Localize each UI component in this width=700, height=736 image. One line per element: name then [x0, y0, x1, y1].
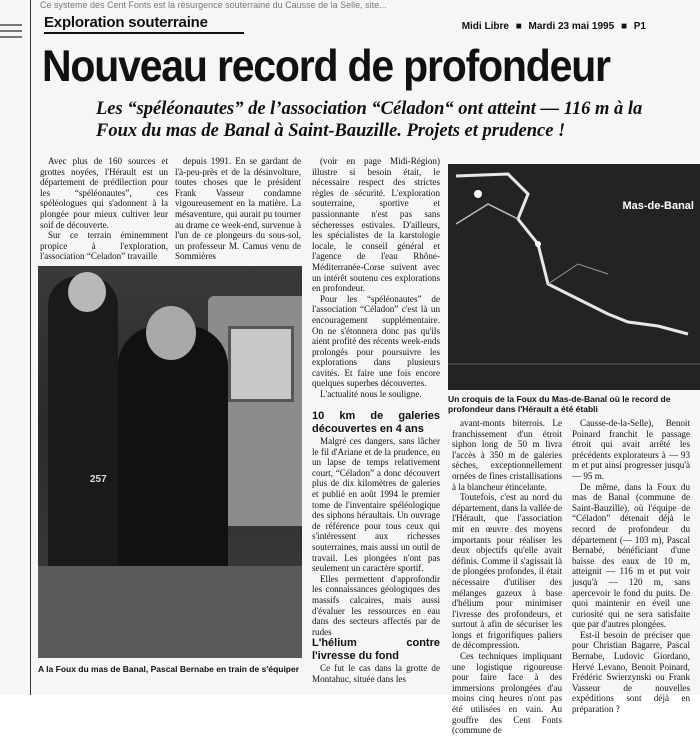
- map-title: Mas-de-Banal: [622, 200, 694, 212]
- photo-diver-head: [146, 306, 196, 360]
- column-4: [452, 418, 562, 736]
- margin-marks: [0, 20, 28, 50]
- photo-caption: A la Foux du mas de Banal, Pascal Bernabe en train de s'équiper: [38, 664, 300, 674]
- paragraph: (voir en page Midi-Région) illustre si besoin était, le nécessaire respect des strictes règles de sécurité. L'exploration souterraine, sportive et passionnante n'est pas sans sécheresses estivales. D'ailleurs, les spécialistes de la karstologie locale, le conseil général et l'agence de l'eau Rhône-Méditerranée-Corse suivent avec un intérêt soutenu ces explorations en profondeur.: [312, 156, 440, 294]
- column-3: [312, 156, 440, 400]
- column-1: [40, 156, 168, 262]
- paragraph: Avec plus de 160 sources et grottes noyées, l'Hérault est un département de prédilection pour les “spéléonautes”, ces spéléologues qui s'adonnent à la plongée pour mieux cultiver leur soif de découverte.: [40, 156, 168, 230]
- previous-article-fragment: Ce systeme des Cent Fonts est la résurgence souterraine du Causse de la Selle, site...: [40, 0, 387, 10]
- masthead-separator: ■: [620, 21, 627, 32]
- map-caption: Un croquis de la Foux du Mas-de-Banal où le record de profondeur dans l'Hérault a été établi: [448, 394, 671, 414]
- paragraph: Sur ce terrain éminemment propice à l'exploration, l'association “Celadon” travaille: [40, 230, 168, 262]
- issue-date: Mardi 23 mai 1995: [528, 21, 615, 32]
- subheading: 10 km de galeries découvertes en 4 ans: [312, 410, 440, 435]
- paragraph: depuis 1991. En se gardant de l'à-peu-près et de la désinvolture, toutes choses que le président Frank Vasseur condamne vigoureusement en la matière. La mésaventure, qui aurait pu tourner au drame ce week-end, survenue à l'un de ce plongeurs du sous-sol, un professeur M. Camus venu de Sommières: [175, 156, 301, 262]
- deck: Les “spéléonautes” de l’association “Céladon“ ont atteint — 116 m à la Foux du mas de Banal à Saint-Bauzille. Projets et prudence !: [96, 99, 643, 141]
- photo-person-left-head: [68, 272, 106, 312]
- paragraph: Malgré ces dangers, sans lâcher le fil d'Ariane et de la prudence, en un lapse de temps relativement court, “Céladon” a donc découvert plus de dix kilomètres de galeries et publié en août 1994 le premier tome de l'inventaire spéléologique des siphons héraultais. Un ouvrage de référence pour tous ceux qui s'intéressent aux richesses souterraines, mais aussi un outil de travail. Les plongées n'ont pas seulement un caractère sportif.: [312, 436, 440, 574]
- masthead: [458, 21, 646, 32]
- paper-name: Midi Libre: [461, 21, 509, 32]
- section-label: Exploration souterraine: [44, 14, 208, 31]
- paragraph: Pour les “spéléonautes” de l'association “Céladon” c'est là un encouragement supplémentaire. On ne s'étonnera donc pas qu'ils aient profité des récents week-ends prolongés pour poursuivre les explorations dans plusieurs cavités. Et faire une fois encore quelques superbes découvertes.: [312, 293, 440, 389]
- paragraph: avant-monts biterrois. Le franchissement d'un étroit siphon long de 50 m livra l'accès à 350 m de galeries sèches, exceptionnellement ornées de fines cristallisations à la blancheur étincelante.: [452, 418, 562, 492]
- column-3-continued: [312, 410, 440, 684]
- masthead-separator: ■: [515, 21, 522, 32]
- paragraph: Toutefois, c'est au nord du département, dans la vallée de l'Hérault, que l'association mit en œuvre des moyens importants pour réaliser les deux objectifs qu'elle avait définis. Comme il s'agissait là de plongées profondes, il était nécessaire d'utiliser des mélanges gazeux à base d'hélium pour minimiser l'ivresse des profondeurs, et surtout à afin de sécuriser les longs et frigorifiques paliers de décompression.: [452, 492, 562, 651]
- paragraph: De même, dans la Foux du mas de Banal (commune de Saint-Bauzille), où l'équipe de “Céladon” détenait déjà le record de profondeur du département (— 103 m), Pascal Bernabé, bénéficiant d'une baisse des eaux de 10 m, atteignit — 116 m et put voir jusqu'à — 120 m, sans apercevoir le fond du puits. De quoi maintenir en éveil une curiosité qui ne sera satisfaite que par d'autres plongées.: [572, 481, 690, 630]
- photo-van-window: [228, 326, 294, 402]
- photo-ground: [38, 566, 302, 658]
- paragraph: Ce fut le cas dans la grotte de Montahuc, située dans les: [312, 663, 440, 684]
- headline: Nouveau record de profondeur: [42, 41, 610, 91]
- paragraph: Elles permettent d'approfondir les connaissances géologiques des massifs calcaires, mais aussi d'évaluer les ressources en eau dans des secteurs affectés par de rudes: [312, 573, 440, 637]
- cave-map-drawing: [448, 164, 700, 390]
- photo-person-left: [48, 276, 118, 576]
- divers-photo: [38, 266, 302, 658]
- section-rule: [44, 32, 244, 34]
- page-number: P1: [633, 21, 646, 32]
- photo-tag: 257: [90, 474, 107, 485]
- paragraph: L'actualité nous le souligne.: [320, 389, 422, 400]
- column-5: [572, 418, 690, 715]
- subheading: L'hélium contre l'ivresse du fond: [312, 637, 440, 663]
- paragraph: Causse-de-la-Selle), Benoit Poinard franchit le passage étroit qui avait arrêté les précédents explorateurs à — 93 m et put ainsi progresser jusqu'à — 95 m.: [572, 418, 690, 481]
- cave-map: [448, 164, 700, 390]
- paragraph: Ces techniques impliquant une logistique rigoureuse pour faire face à des immersions prolongées d'au moins cinq heures n'ont pas été utilisées en vain. Au gouffre des Cent Fonts (commune de: [452, 651, 562, 736]
- column-2: [175, 156, 301, 262]
- paragraph: Est-il besoin de préciser que pour Christian Bagarre, Pascal Bernabe, Ludovic Giordano, Hervé Levano, Benoit Poinard, Frédéric Swierzynski ou Frank Vasseur de nouvelles expéditions sont déjà en préparation ?: [572, 629, 690, 715]
- page-fold-line: [30, 0, 31, 695]
